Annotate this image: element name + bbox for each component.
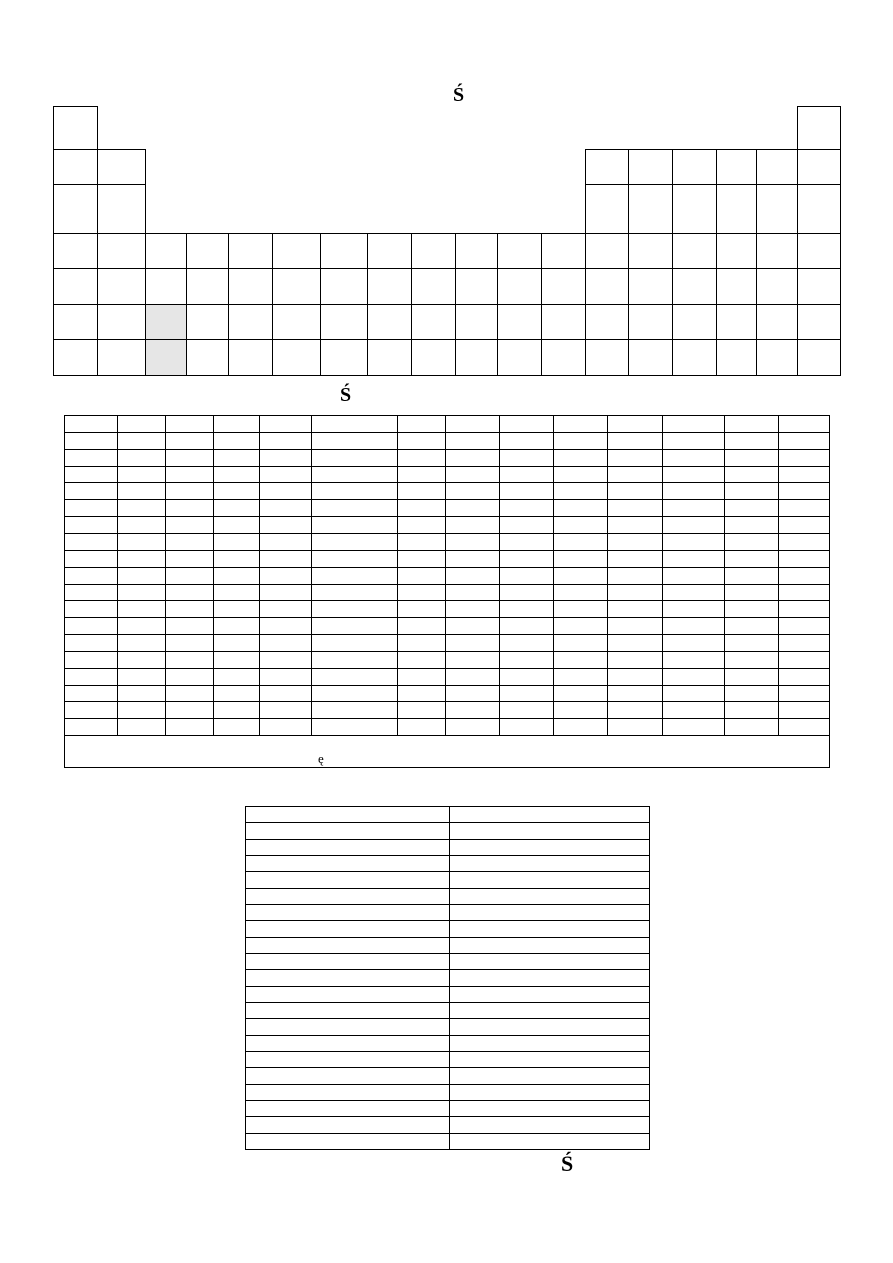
table3-row-line — [245, 904, 650, 905]
table3-title: Ś — [561, 1151, 574, 1176]
table3-row-line — [245, 888, 650, 889]
table3-row-line — [245, 986, 650, 987]
table3-row-line — [245, 969, 650, 970]
table3-row-line — [245, 839, 650, 840]
table3-row-line — [245, 1002, 650, 1003]
table3-row-line — [245, 920, 650, 921]
table3-row-line — [245, 937, 650, 938]
table3-row-line — [245, 1100, 650, 1101]
table3-column-line — [449, 806, 450, 1150]
table3-row-line — [245, 1018, 650, 1019]
table2-title: Ś — [340, 384, 352, 406]
table3-row-line — [245, 1067, 650, 1068]
table3-column-line — [245, 806, 246, 1150]
table3-row-line — [245, 1116, 650, 1117]
table3-row-line — [245, 1149, 650, 1150]
table3-row-line — [245, 855, 650, 856]
table2-note: ę — [318, 751, 324, 766]
table3-row-line — [245, 1084, 650, 1085]
table3-row-line — [245, 806, 650, 807]
table3-row-line — [245, 953, 650, 954]
table3-row-line — [245, 822, 650, 823]
table3-row-line — [245, 871, 650, 872]
table3-row-line — [245, 1051, 650, 1052]
table3-column-line — [649, 806, 650, 1150]
table3-row-line — [245, 1035, 650, 1036]
table3-row-line — [245, 1133, 650, 1134]
periodic-table-title: Ś — [453, 84, 465, 106]
